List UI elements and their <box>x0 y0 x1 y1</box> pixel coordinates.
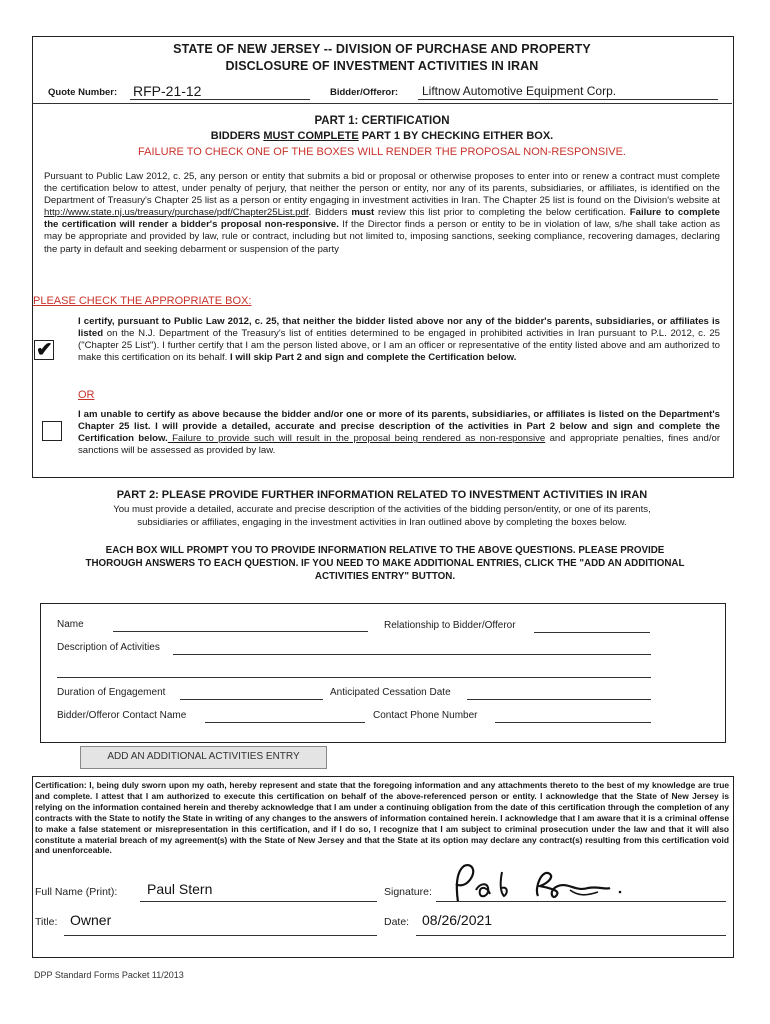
duration-field[interactable] <box>180 699 323 700</box>
option1-text-b: on the N.J. Department of the Treasury's list of entities determined to be engaged in prohibited activities in Iran pursuant to P.L. 2012, c. 25 ("Chapter 25 List"). I further certify that I am the person listed above, or I am an officer or representative of the entity listed above and am authorized to make this certification on its behalf. <box>78 328 720 364</box>
certify-checkbox[interactable] <box>34 340 54 360</box>
contact-name-label: Bidder/Offeror Contact Name <box>57 710 187 721</box>
chapter25-link[interactable]: http://www.state.nj.us/treasury/purchase/pdf/Chapter25List.pdf <box>44 207 309 219</box>
relationship-label: Relationship to Bidder/Offeror <box>384 620 516 631</box>
part1-title: PART 1: CERTIFICATION <box>314 115 450 127</box>
part1-para-f: If the Director finds a person or entity to be in violation of law, s/he shall take action as may be appropriate and provided by law, rule or contract, including but not limited to, imposing sanctions, seeking compliance, recovering damages, declaring the party in default and seeking debarment or suspension of the party <box>44 219 721 255</box>
contact-name-field[interactable] <box>205 722 365 723</box>
signature-drawing <box>438 860 628 910</box>
option1-text <box>78 316 720 364</box>
full-name-underline <box>140 901 377 902</box>
full-name-field[interactable]: Paul Stern <box>147 881 213 897</box>
bidder-offeror-underline <box>418 99 718 100</box>
bidder-offeror-field[interactable]: Liftnow Automotive Equipment Corp. <box>422 84 617 98</box>
unable-to-certify-checkbox[interactable] <box>42 421 62 441</box>
full-name-label: Full Name (Print): <box>35 886 118 898</box>
part1-subtitle <box>32 130 732 142</box>
quote-number-field[interactable]: RFP-21-12 <box>133 83 202 99</box>
part1-subtitle-must: MUST COMPLETE <box>263 130 359 142</box>
cessation-label: Anticipated Cessation Date <box>330 687 451 698</box>
part1-paragraph <box>44 171 720 256</box>
contact-phone-label: Contact Phone Number <box>373 710 478 721</box>
option1-text-c: I will skip Part 2 and sign and complete the Certification below. <box>229 352 517 364</box>
option2-text-b: Failure to provide such will result in the proposal being rendered as non-responsive <box>167 433 546 445</box>
signature-underline <box>436 901 726 902</box>
quote-number-underline <box>130 99 310 100</box>
name-label: Name <box>57 619 84 630</box>
description-field-line1[interactable] <box>173 654 651 655</box>
part1-subtitle-a: BIDDERS <box>210 130 264 142</box>
certification-text: Certification: I, being duly sworn upon my oath, hereby represent and state that the foregoing information and any attachments thereto to the best of my knowledge are true and complete. I attest that I am authorized to execute this certification on behalf of the above-referenced person or entity. I acknowledge that the State of New Jersey is relying on the information contained herein and thereby acknowledge that I am under a continuing obligation from the date of this certification through the completion of any contracts with the State to notify the State in writing of any changes to the answers of information contained herein. I acknowledge that I am aware that it is a criminal offense to make a false statement or misrepresentation in this certification, and if I do so, I recognize that I am subject to criminal prosecution under the law and that it will also constitute a material breach of my agreement(s) with the State of New Jersey and that the State at its option may declare any contract(s) resulting from this certification void and unenforceable. <box>35 780 729 856</box>
part1-para-a: Pursuant to Public Law 2012, c. 25, any person or entity that submits a bid or proposal or otherwise proposes to enter into or renew a contract must complete the certification below to attest, under penalty of perjury, that neither the person or entity, nor any of its parents, subsidiaries, or affiliates, is identified on the Department of Treasury's Chapter 25 list as a person or entity engaging in investment activities in Iran. The Chapter 25 list is found on the Division's website at <box>44 171 720 207</box>
quote-number-label: Quote Number: <box>48 87 118 98</box>
date-field[interactable]: 08/26/2021 <box>422 912 493 928</box>
date-label: Date: <box>384 916 410 928</box>
title-underline <box>64 935 377 936</box>
checkmark-icon: ✔ <box>36 339 53 361</box>
option2-text <box>78 409 720 457</box>
header-title-line2: DISCLOSURE OF INVESTMENT ACTIVITIES IN IRAN <box>225 59 539 73</box>
contact-phone-field[interactable] <box>495 722 651 723</box>
part2-intro-2: subsidiaries or affiliates, engaging in the investment activities in Iran outlined above by completing the boxes below. <box>137 517 627 528</box>
option1-text-a: I certify, pursuant to Public Law 2012, c. 25, that neither the bidder listed above nor any of the bidder's parents, subsidiaries, or affiliates is listed <box>78 316 720 340</box>
part1-para-must: must <box>351 207 375 219</box>
duration-label: Duration of Engagement <box>57 687 166 698</box>
description-field-line2[interactable] <box>57 677 651 678</box>
or-label: OR <box>78 389 95 401</box>
part1-subtitle-c: PART 1 BY CHECKING EITHER BOX. <box>358 130 554 142</box>
part2-title: PART 2: PLEASE PROVIDE FURTHER INFORMATION RELATED TO INVESTMENT ACTIVITIES IN IRAN <box>116 489 648 501</box>
title-label: Title: <box>35 916 58 928</box>
bidder-offeror-label: Bidder/Offeror: <box>330 87 399 98</box>
title-field[interactable]: Owner <box>70 912 112 928</box>
part1-para-failure: Failure to complete the certification will render a bidder's proposal non-responsive. <box>44 207 720 231</box>
part1-warning: FAILURE TO CHECK ONE OF THE BOXES WILL RENDER THE PROPOSAL NON-RESPONSIVE. <box>138 146 626 158</box>
signature-image[interactable] <box>438 860 628 910</box>
part2-prompt-3: ACTIVITIES ENTRY" BUTTON. <box>314 571 456 582</box>
part2-prompt-2: THOROUGH ANSWERS TO EACH QUESTION. IF YOU NEED TO MAKE ADDITIONAL ENTRIES, CLICK THE "ADD AN ADDITIONAL <box>85 558 685 569</box>
date-underline <box>416 935 726 936</box>
description-label: Description of Activities <box>57 642 160 653</box>
option2-text-c: and appropriate penalties, fines and/or sanctions will be assessed as provided by law. <box>78 433 721 457</box>
part2-intro-1: You must provide a detailed, accurate and precise description of the activities of the bidding person/entity, or one of its parents, <box>113 504 651 515</box>
option2-text-a: I am unable to certify as above because the bidder and/or one or more of its parents, subsidiaries, or affiliates is listed on the Department's Chapter 25 list. I will provide a detailed, accurate and precise description of the activities in Part 2 below and sign and complete the Certification below. <box>78 409 720 445</box>
header-divider <box>32 103 732 104</box>
relationship-field[interactable] <box>534 632 650 633</box>
part1-para-d: review this list prior to completing the below certification. <box>374 207 630 219</box>
cessation-field[interactable] <box>467 699 651 700</box>
header-title-line1: STATE OF NEW JERSEY -- DIVISION OF PURCHASE AND PROPERTY <box>173 42 591 56</box>
footer-text: DPP Standard Forms Packet 11/2013 <box>34 970 184 980</box>
name-field[interactable] <box>113 631 368 632</box>
part2-prompt-1: EACH BOX WILL PROMPT YOU TO PROVIDE INFORMATION RELATIVE TO THE ABOVE QUESTIONS. PLEASE PROVIDE <box>105 545 665 556</box>
add-activities-entry-button[interactable]: ADD AN ADDITIONAL ACTIVITIES ENTRY <box>80 746 327 769</box>
part1-para-b: . Bidders <box>308 207 352 219</box>
check-heading: PLEASE CHECK THE APPROPRIATE BOX: <box>33 295 252 307</box>
signature-label: Signature: <box>384 886 432 898</box>
